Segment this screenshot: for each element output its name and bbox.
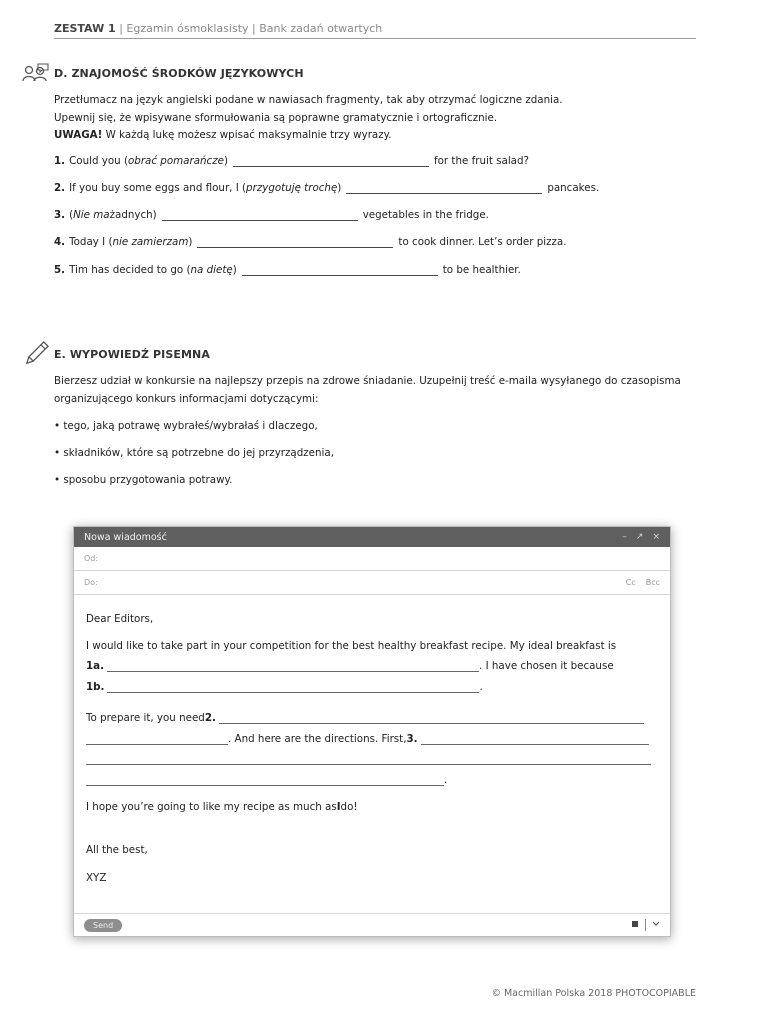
section-e-instructions: [54, 373, 694, 408]
bullet-item: • sposobu przygotowania potrawy.: [54, 474, 233, 486]
warning-text: W każdą lukę możesz wpisać maksymalnie trzy wyrazy.: [102, 129, 392, 141]
from-label: Od:: [84, 554, 99, 563]
email-title: Nowa wiadomość: [84, 531, 167, 543]
close-icon[interactable]: ×: [652, 532, 660, 542]
end-period: .: [444, 774, 448, 786]
item-number: 3.: [54, 209, 66, 221]
email-line-3: [86, 733, 649, 745]
more-options-icon[interactable]: [652, 920, 660, 930]
to-field[interactable]: [74, 571, 670, 595]
answer-blank[interactable]: [242, 265, 438, 276]
section-d-title: D. ZNAJOMOŚĆ ŚRODKÓW JĘZYKOWYCH: [54, 67, 304, 80]
window-controls: [622, 532, 660, 542]
email-line-1a: [86, 660, 614, 672]
pencil-icon: [22, 340, 50, 372]
item-post: ): [223, 155, 228, 167]
email-window: [73, 526, 671, 937]
blank-label-3: 3.: [406, 733, 418, 745]
prepare-text: To prepare it, you need: [86, 712, 205, 724]
item-pre: (: [69, 209, 74, 221]
item-hint: Nie ma: [73, 209, 110, 221]
exercise-item-5: [54, 264, 521, 276]
blank-label-1a: 1a.: [86, 660, 105, 672]
item-post: ): [232, 264, 237, 276]
exercise-item-1: [54, 155, 529, 167]
closing-post: do!: [340, 801, 358, 813]
item-number: 4.: [54, 236, 66, 248]
cc-bcc-links: [626, 578, 660, 587]
answer-blank[interactable]: [233, 156, 429, 167]
copyright-footer: © Macmillan Polska 2018 PHOTOCOPIABLE: [491, 988, 696, 999]
people-speaking-icon: [22, 63, 50, 87]
email-line-2: [86, 712, 644, 724]
warning-line: [54, 127, 694, 145]
cc-link[interactable]: Cc: [625, 578, 636, 587]
email-line-3b: [86, 754, 651, 765]
item-after: vegetables in the fridge.: [362, 209, 489, 221]
answer-blank[interactable]: [162, 210, 358, 221]
exercise-item-2: [54, 182, 599, 194]
email-greeting: Dear Editors,: [86, 613, 154, 625]
after-1b: .: [479, 681, 483, 693]
item-number: 2.: [54, 182, 66, 194]
minimize-icon[interactable]: –: [622, 532, 627, 542]
item-hint: na dietę: [190, 264, 233, 276]
bullet-item: • składników, które są potrzebne do jej przyrządzenia,: [54, 447, 334, 459]
answer-blank[interactable]: [346, 183, 542, 194]
bullet-item: • tego, jaką potrawę wybrałeś/wybrałaś i dlaczego,: [54, 420, 318, 432]
answer-blank-3-cont[interactable]: [86, 754, 651, 765]
answer-blank-3[interactable]: [421, 734, 649, 745]
email-line-3c: [86, 774, 447, 786]
email-signoff: All the best,: [86, 844, 148, 856]
header-separator-2: |: [252, 22, 256, 35]
answer-blank-2[interactable]: [219, 713, 644, 724]
closing-bold: I: [336, 801, 341, 813]
from-field[interactable]: [74, 547, 670, 571]
blank-label-2: 2.: [204, 712, 216, 724]
item-pre: Today I (: [69, 236, 113, 248]
directions-text: . And here are the directions. First,: [228, 733, 407, 745]
item-pre: If you buy some eggs and flour, I (: [69, 182, 247, 194]
item-after: for the fruit salad?: [433, 155, 529, 167]
header-separator: |: [119, 22, 123, 35]
item-pre: Could you (: [69, 155, 128, 167]
item-after: pancakes.: [547, 182, 600, 194]
item-number: 5.: [54, 264, 66, 276]
expand-icon[interactable]: ↗: [635, 532, 644, 542]
exercise-item-3: [54, 209, 489, 221]
instruction-line: Upewnij się, że wpisywane sformułowania są poprawne gramatycznie i ortograficznie.: [54, 111, 498, 124]
email-closing-line: [86, 801, 358, 813]
email-line-1b: [86, 681, 483, 693]
section-e-title: E. WYPOWIEDŹ PISEMNA: [54, 348, 210, 361]
item-after: to be healthier.: [442, 264, 521, 276]
answer-blank-1a[interactable]: [107, 661, 479, 672]
item-number: 1.: [54, 155, 66, 167]
item-post: ): [188, 236, 193, 248]
email-footer: [74, 913, 670, 936]
footer-tools: [631, 919, 660, 931]
instruction-line: Przetłumacz na język angielski podane w nawiasach fragmenty, tak aby otrzymać logiczne zdania.: [54, 94, 563, 106]
divider: [645, 919, 646, 931]
email-titlebar: [74, 527, 670, 547]
after-1a: . I have chosen it because: [479, 660, 614, 672]
email-intro-line: I would like to take part in your competition for the best healthy breakfast recipe. My ideal breakfast is: [86, 640, 617, 652]
exam-name: Egzamin ósmoklasisty: [126, 22, 249, 35]
item-pre: Tim has decided to go (: [69, 264, 191, 276]
answer-blank-2-cont[interactable]: [86, 734, 228, 745]
item-after: to cook dinner. Let’s order pizza.: [398, 236, 567, 248]
answer-blank-1b[interactable]: [107, 682, 479, 693]
email-signature: XYZ: [86, 872, 107, 884]
to-label: Do:: [84, 578, 98, 587]
answer-blank[interactable]: [197, 237, 393, 248]
bcc-link[interactable]: Bcc: [645, 578, 660, 587]
instruction-line: organizującego konkurs informacjami dotyczącymi:: [54, 392, 319, 405]
warning-label: UWAGA!: [54, 129, 103, 141]
exercise-item-4: [54, 236, 567, 248]
answer-blank-3-end[interactable]: [86, 775, 444, 786]
section-d-instructions: [54, 92, 694, 145]
item-post: ): [337, 182, 342, 194]
set-label: ZESTAW 1: [54, 22, 116, 35]
trash-icon[interactable]: [631, 920, 639, 931]
closing-pre: I hope you’re going to like my recipe as much as: [86, 801, 337, 813]
send-button[interactable]: Send: [84, 919, 122, 932]
bank-name: Bank zadań otwartych: [259, 22, 383, 35]
instruction-line: Bierzesz udział w konkursie na najlepszy przepis na zdrowe śniadanie. Uzupełnij treść e-maila wysyłanego do czasopisma: [54, 375, 681, 387]
page-header: [54, 22, 696, 39]
item-hint: przygotuję trochę: [246, 182, 338, 194]
blank-label-1b: 1b.: [86, 681, 105, 693]
item-hint: nie zamierzam: [112, 236, 189, 248]
item-post: żadnych): [109, 209, 157, 221]
item-hint: obrać pomarańcze: [127, 155, 224, 167]
